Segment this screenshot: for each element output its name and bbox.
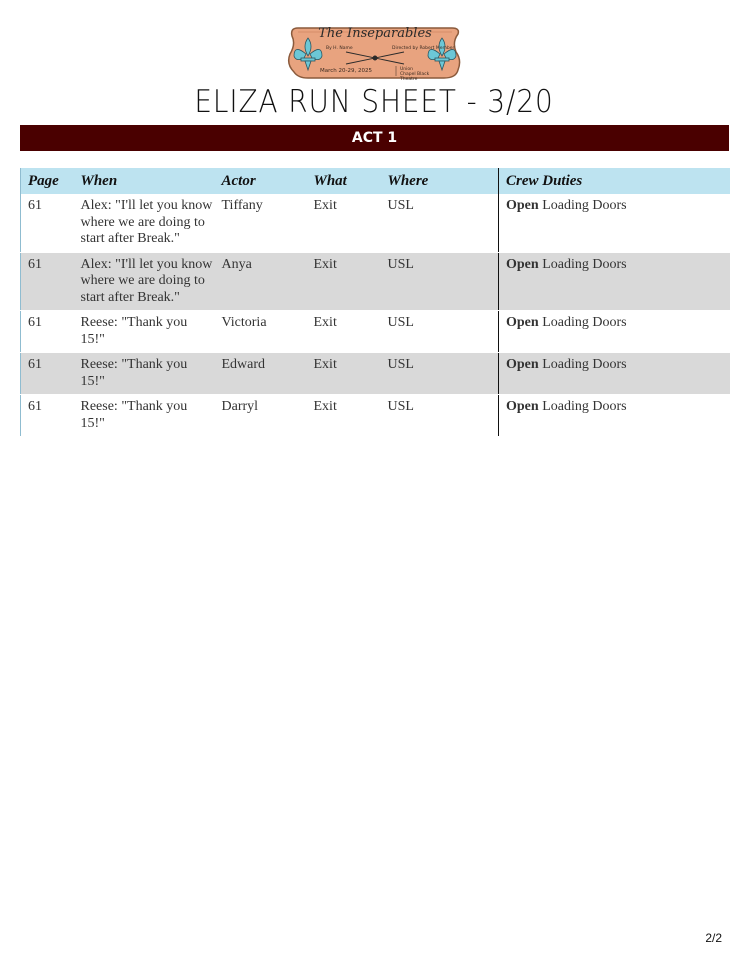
column-header-what: What xyxy=(307,168,381,194)
cell-crew-duties xyxy=(499,311,730,353)
cell-what: Exit xyxy=(307,194,381,252)
crew-target: Loading Doors xyxy=(538,357,627,372)
cell-what: Exit xyxy=(307,353,381,395)
cell-crew-duties xyxy=(499,252,730,311)
cell-what: Exit xyxy=(307,252,381,311)
crew-action: Open xyxy=(506,357,539,372)
crew-action: Open xyxy=(506,256,539,272)
cell-what: Exit xyxy=(307,395,381,437)
cell-where: USL xyxy=(381,194,499,252)
crew-target: Loading Doors xyxy=(538,256,627,272)
cell-page: 61 xyxy=(21,395,74,437)
cell-actor: Edward xyxy=(215,353,307,395)
table-row xyxy=(21,353,730,395)
cell-when: Alex: "I'll let you know where we are doing to start after Break." xyxy=(74,194,215,252)
cell-page: 61 xyxy=(21,194,74,252)
cell-page: 61 xyxy=(21,311,74,353)
column-header-actor: Actor xyxy=(215,168,307,194)
crew-target: Loading Doors xyxy=(538,198,627,213)
cell-where: USL xyxy=(381,252,499,311)
cell-where: USL xyxy=(381,395,499,437)
table-row xyxy=(21,252,730,311)
logo-dates: March 20-29, 2025 xyxy=(320,68,372,74)
cell-page: 61 xyxy=(21,252,74,311)
cell-actor: Tiffany xyxy=(215,194,307,252)
run-sheet-table xyxy=(20,168,730,437)
cell-crew-duties xyxy=(499,395,730,437)
table-row xyxy=(21,194,730,252)
logo-credit-left: By H. Name xyxy=(326,46,353,51)
column-header-page: Page xyxy=(21,168,74,194)
column-header-where: Where xyxy=(381,168,499,194)
page-title: ELIZA RUN SHEET - 3/20 xyxy=(194,84,554,120)
act-header: ACT 1 xyxy=(20,125,729,151)
logo-venue: Union Chapel Black Theatre xyxy=(400,67,430,82)
page-number: 2/2 xyxy=(705,931,722,945)
cell-actor: Darryl xyxy=(215,395,307,437)
table-row xyxy=(21,395,730,437)
cell-actor: Victoria xyxy=(215,311,307,353)
column-header-crew-duties: Crew Duties xyxy=(499,168,730,194)
cell-when: Reese: "Thank you 15!" xyxy=(74,311,215,353)
crew-action: Open xyxy=(506,399,539,414)
crew-target: Loading Doors xyxy=(538,315,627,330)
crew-action: Open xyxy=(506,315,539,330)
cell-when: Reese: "Thank you 15!" xyxy=(74,353,215,395)
cell-what: Exit xyxy=(307,311,381,353)
production-logo xyxy=(284,24,466,82)
cell-when: Reese: "Thank you 15!" xyxy=(74,395,215,437)
cell-page: 61 xyxy=(21,353,74,395)
table-row xyxy=(21,311,730,353)
crew-target: Loading Doors xyxy=(538,399,627,414)
cell-where: USL xyxy=(381,353,499,395)
column-header-when: When xyxy=(74,168,215,194)
logo-title: The Inseparables xyxy=(318,26,432,41)
table-header-row xyxy=(21,168,730,194)
crew-action: Open xyxy=(506,198,539,213)
cell-actor: Anya xyxy=(215,252,307,311)
cell-crew-duties xyxy=(499,353,730,395)
cell-where: USL xyxy=(381,311,499,353)
cell-when: Alex: "I'll let you know where we are doing to start after Break." xyxy=(74,252,215,311)
cell-crew-duties xyxy=(499,194,730,252)
logo-credit-right: Directed by Robert Member xyxy=(392,46,455,51)
